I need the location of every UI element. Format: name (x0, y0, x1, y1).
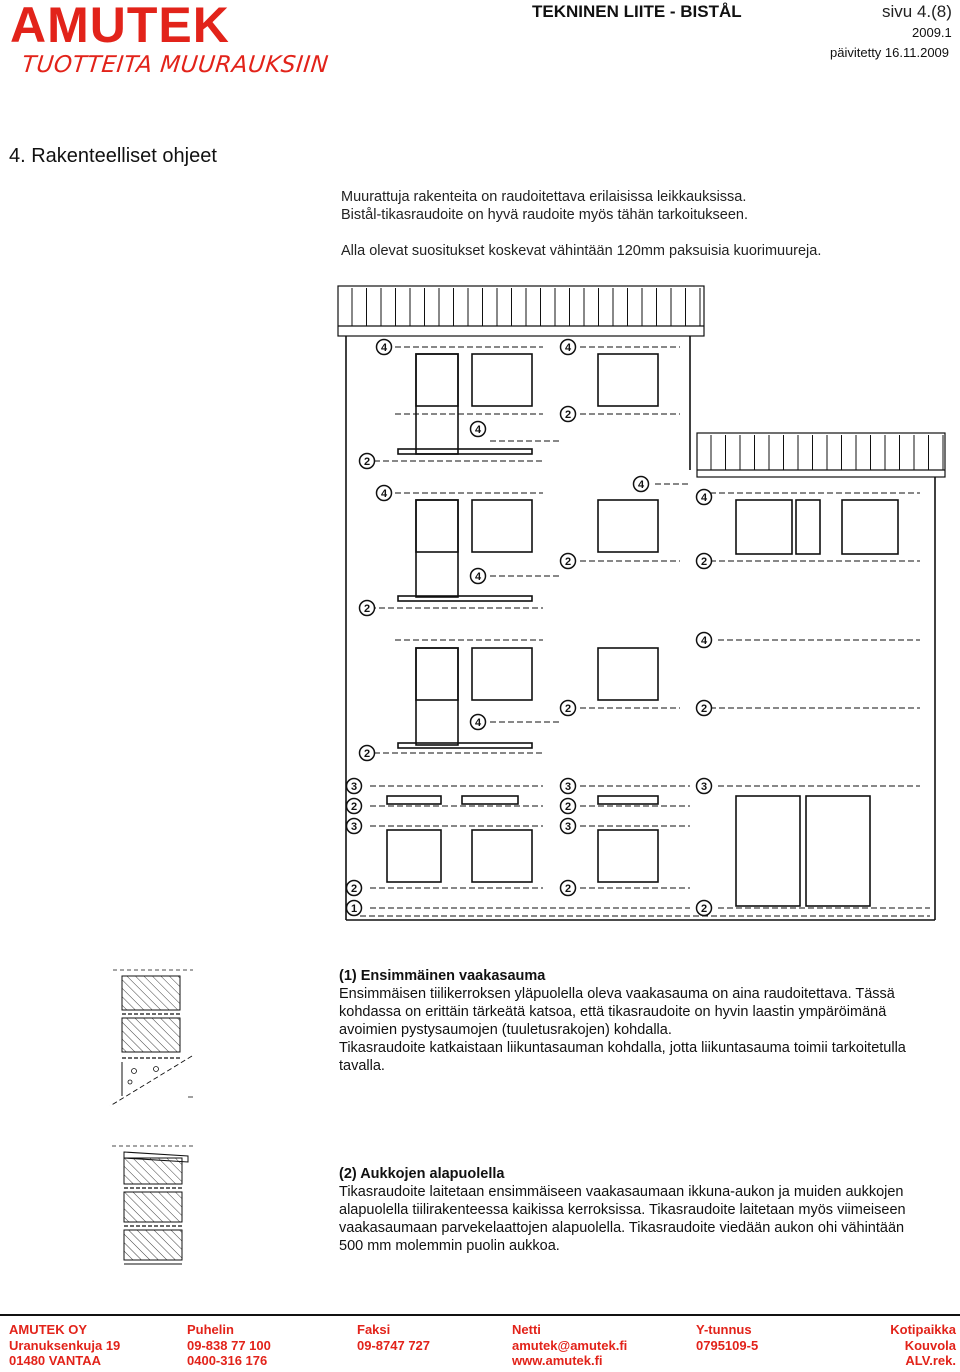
reinforcement-marker (347, 901, 362, 916)
footer-fax (357, 1322, 430, 1353)
detail-below-openings-section (108, 1142, 203, 1272)
window (472, 354, 532, 406)
reinforcement-marker (561, 701, 576, 716)
vent-opening (387, 796, 441, 804)
reinforcement-marker (561, 554, 576, 569)
svg-text:4: 4 (700, 635, 708, 647)
svg-text:2: 2 (564, 703, 572, 715)
reinforcement-marker (697, 633, 712, 648)
caption-first-joint (339, 967, 951, 1075)
window (416, 500, 458, 597)
svg-text:3: 3 (700, 781, 708, 793)
svg-text:2: 2 (350, 883, 358, 895)
caption-line: tavalla. (339, 1058, 385, 1074)
footer-company-name: AMUTEK OY (9, 1322, 87, 1337)
reinforcement-marker (347, 819, 362, 834)
window (472, 830, 532, 882)
document-title: TEKNINEN LIITE - BISTÅL (532, 2, 742, 21)
svg-text:4: 4 (637, 479, 645, 491)
caption-line: Ensimmäisen tiilikerroksen yläpuolella oleva vaakasauma on aina raudoitettava. Tässä (339, 986, 895, 1002)
svg-text:3: 3 (350, 821, 358, 833)
reinforcement-marker (347, 881, 362, 896)
company-tagline: TUOTTEITA MUURAUKSIIN (20, 52, 330, 78)
svg-text:2: 2 (350, 801, 358, 813)
window (598, 500, 658, 552)
footer-website-link[interactable]: www.amutek.fi (512, 1353, 603, 1368)
intro-line: Alla olevat suositukset koskevat vähintään 120mm paksuisia kuorimuureja. (341, 243, 822, 259)
reinforcement-marker (697, 490, 712, 505)
footer-phone (187, 1322, 271, 1369)
svg-text:4: 4 (380, 488, 388, 500)
svg-text:4: 4 (474, 717, 482, 729)
reinforcement-marker (471, 715, 486, 730)
window (416, 648, 458, 745)
caption-line: Tikasraudoite laitetaan ensimmäiseen vaakasaumaan ikkuna-aukon ja muiden aukkojen (339, 1184, 904, 1200)
window (416, 354, 458, 454)
caption-line: Tikasraudoite katkaistaan liikuntasauman kohdalla, jotta liikuntasauma toimii tarkoitetulla (339, 1040, 906, 1056)
window (842, 500, 898, 554)
reinforcement-marker (347, 799, 362, 814)
window (736, 500, 792, 554)
detail-first-joint-section (108, 966, 203, 1111)
svg-text:1: 1 (350, 903, 358, 915)
window (416, 648, 458, 700)
section-title: 4. Rakenteelliset ohjeet (9, 145, 217, 167)
window (598, 354, 658, 406)
footer-rule (0, 1314, 960, 1316)
reinforcement-marker (471, 569, 486, 584)
svg-text:3: 3 (350, 781, 358, 793)
window (806, 796, 870, 906)
caption-line: alapuolella tiilirakenteessa kaikissa kerroksissa. Tikasraudoite laitetaan myös viimeiseen (339, 1202, 906, 1218)
footer-company (9, 1322, 120, 1369)
svg-text:2: 2 (363, 748, 371, 760)
window (472, 500, 532, 552)
svg-text:2: 2 (700, 556, 708, 568)
footer-vat: ALV.rek. (905, 1353, 956, 1368)
svg-text:2: 2 (564, 801, 572, 813)
svg-text:3: 3 (564, 781, 572, 793)
document-updated-date: päivitetty 16.11.2009 (830, 45, 950, 60)
footer-email-link[interactable]: amutek@amutek.fi (512, 1337, 628, 1353)
reinforcement-marker (634, 477, 649, 492)
window (416, 354, 458, 406)
svg-text:4: 4 (474, 571, 482, 583)
footer-ytunnus-value: 0795109-5 (696, 1337, 759, 1353)
footer-phone-label: Puhelin (187, 1322, 234, 1337)
document-version: 2009.1 (912, 25, 952, 40)
reinforcement-marker (561, 779, 576, 794)
reinforcement-marker (561, 340, 576, 355)
footer-fax-label: Faksi (357, 1322, 391, 1337)
svg-text:3: 3 (564, 821, 572, 833)
vent-opening (598, 796, 658, 804)
svg-text:4: 4 (700, 492, 708, 504)
roof-left (338, 286, 704, 336)
footer-city: 01480 VANTAA (9, 1353, 101, 1368)
footer-phone-2: 0400-316 176 (187, 1353, 268, 1368)
footer-home (885, 1322, 956, 1369)
svg-text:2: 2 (564, 409, 572, 421)
company-logo: AMUTEK (10, 0, 230, 53)
reinforcement-marker (377, 486, 392, 501)
caption-line: kohdassa on erittäin tärkeätä katsoa, että tikasraudoite on hyvin laastin ympäröimänä (339, 1004, 887, 1020)
svg-text:2: 2 (564, 556, 572, 568)
footer-phone-1: 09-838 77 100 (187, 1337, 271, 1353)
reinforcement-marker (377, 340, 392, 355)
reinforcement-marker (360, 454, 375, 469)
reinforcement-marker (561, 881, 576, 896)
window (796, 500, 820, 554)
window (598, 830, 658, 882)
window (387, 830, 441, 882)
window (416, 500, 458, 552)
svg-text:4: 4 (564, 342, 572, 354)
window (598, 648, 658, 700)
svg-text:2: 2 (700, 903, 708, 915)
facade-elevation-drawing (336, 282, 948, 927)
page-number: sivu 4.(8) (882, 2, 952, 21)
footer-address: Uranuksenkuja 19 (9, 1337, 121, 1353)
footer-web-label: Netti (512, 1322, 541, 1337)
roof-right (697, 433, 945, 477)
caption-below-openings (339, 1165, 951, 1255)
caption-title: (1) Ensimmäinen vaakasauma (339, 968, 546, 984)
svg-text:2: 2 (700, 703, 708, 715)
footer-ytunnus-label: Y-tunnus (696, 1322, 752, 1337)
window (736, 796, 800, 906)
svg-text:2: 2 (363, 456, 371, 468)
reinforcement-marker (360, 601, 375, 616)
footer-home-value: Kouvola (904, 1337, 956, 1353)
reinforcement-marker (561, 799, 576, 814)
intro-line: Muurattuja rakenteita on raudoitettava erilaisissa leikkauksissa. (341, 189, 747, 205)
reinforcement-marker (697, 779, 712, 794)
svg-text:2: 2 (363, 603, 371, 615)
reinforcement-marker (347, 779, 362, 794)
caption-line: vaakasaumaan parvekelaattojen alapuolella. Tikasraudoite viedään aukon ohi vähintään (339, 1220, 905, 1236)
caption-title: (2) Aukkojen alapuolella (339, 1166, 505, 1182)
caption-line: avoimien pystysaumojen (tuuletusrakojen) kohdalla. (339, 1022, 672, 1038)
footer-home-label: Kotipaikka (890, 1322, 956, 1337)
footer-ytunnus (696, 1322, 758, 1353)
svg-text:2: 2 (564, 883, 572, 895)
svg-text:4: 4 (474, 424, 482, 436)
reinforcement-marker (561, 407, 576, 422)
reinforcement-marker (561, 819, 576, 834)
reinforcement-marker (697, 554, 712, 569)
intro-line: Bistål-tikasraudoite on hyvä raudoite myös tähän tarkoitukseen. (341, 207, 749, 223)
vent-opening (462, 796, 518, 804)
reinforcement-marker (697, 701, 712, 716)
footer-web (512, 1322, 627, 1369)
svg-text:4: 4 (380, 342, 388, 354)
balcony-slab (398, 449, 532, 454)
balcony-slab (398, 596, 532, 601)
caption-line: 500 mm molemmin puolin aukkoa. (339, 1238, 560, 1254)
footer-fax-number: 09-8747 727 (357, 1337, 431, 1353)
reinforcement-marker (697, 901, 712, 916)
window (472, 648, 532, 700)
reinforcement-marker (471, 422, 486, 437)
reinforcement-marker (360, 746, 375, 761)
